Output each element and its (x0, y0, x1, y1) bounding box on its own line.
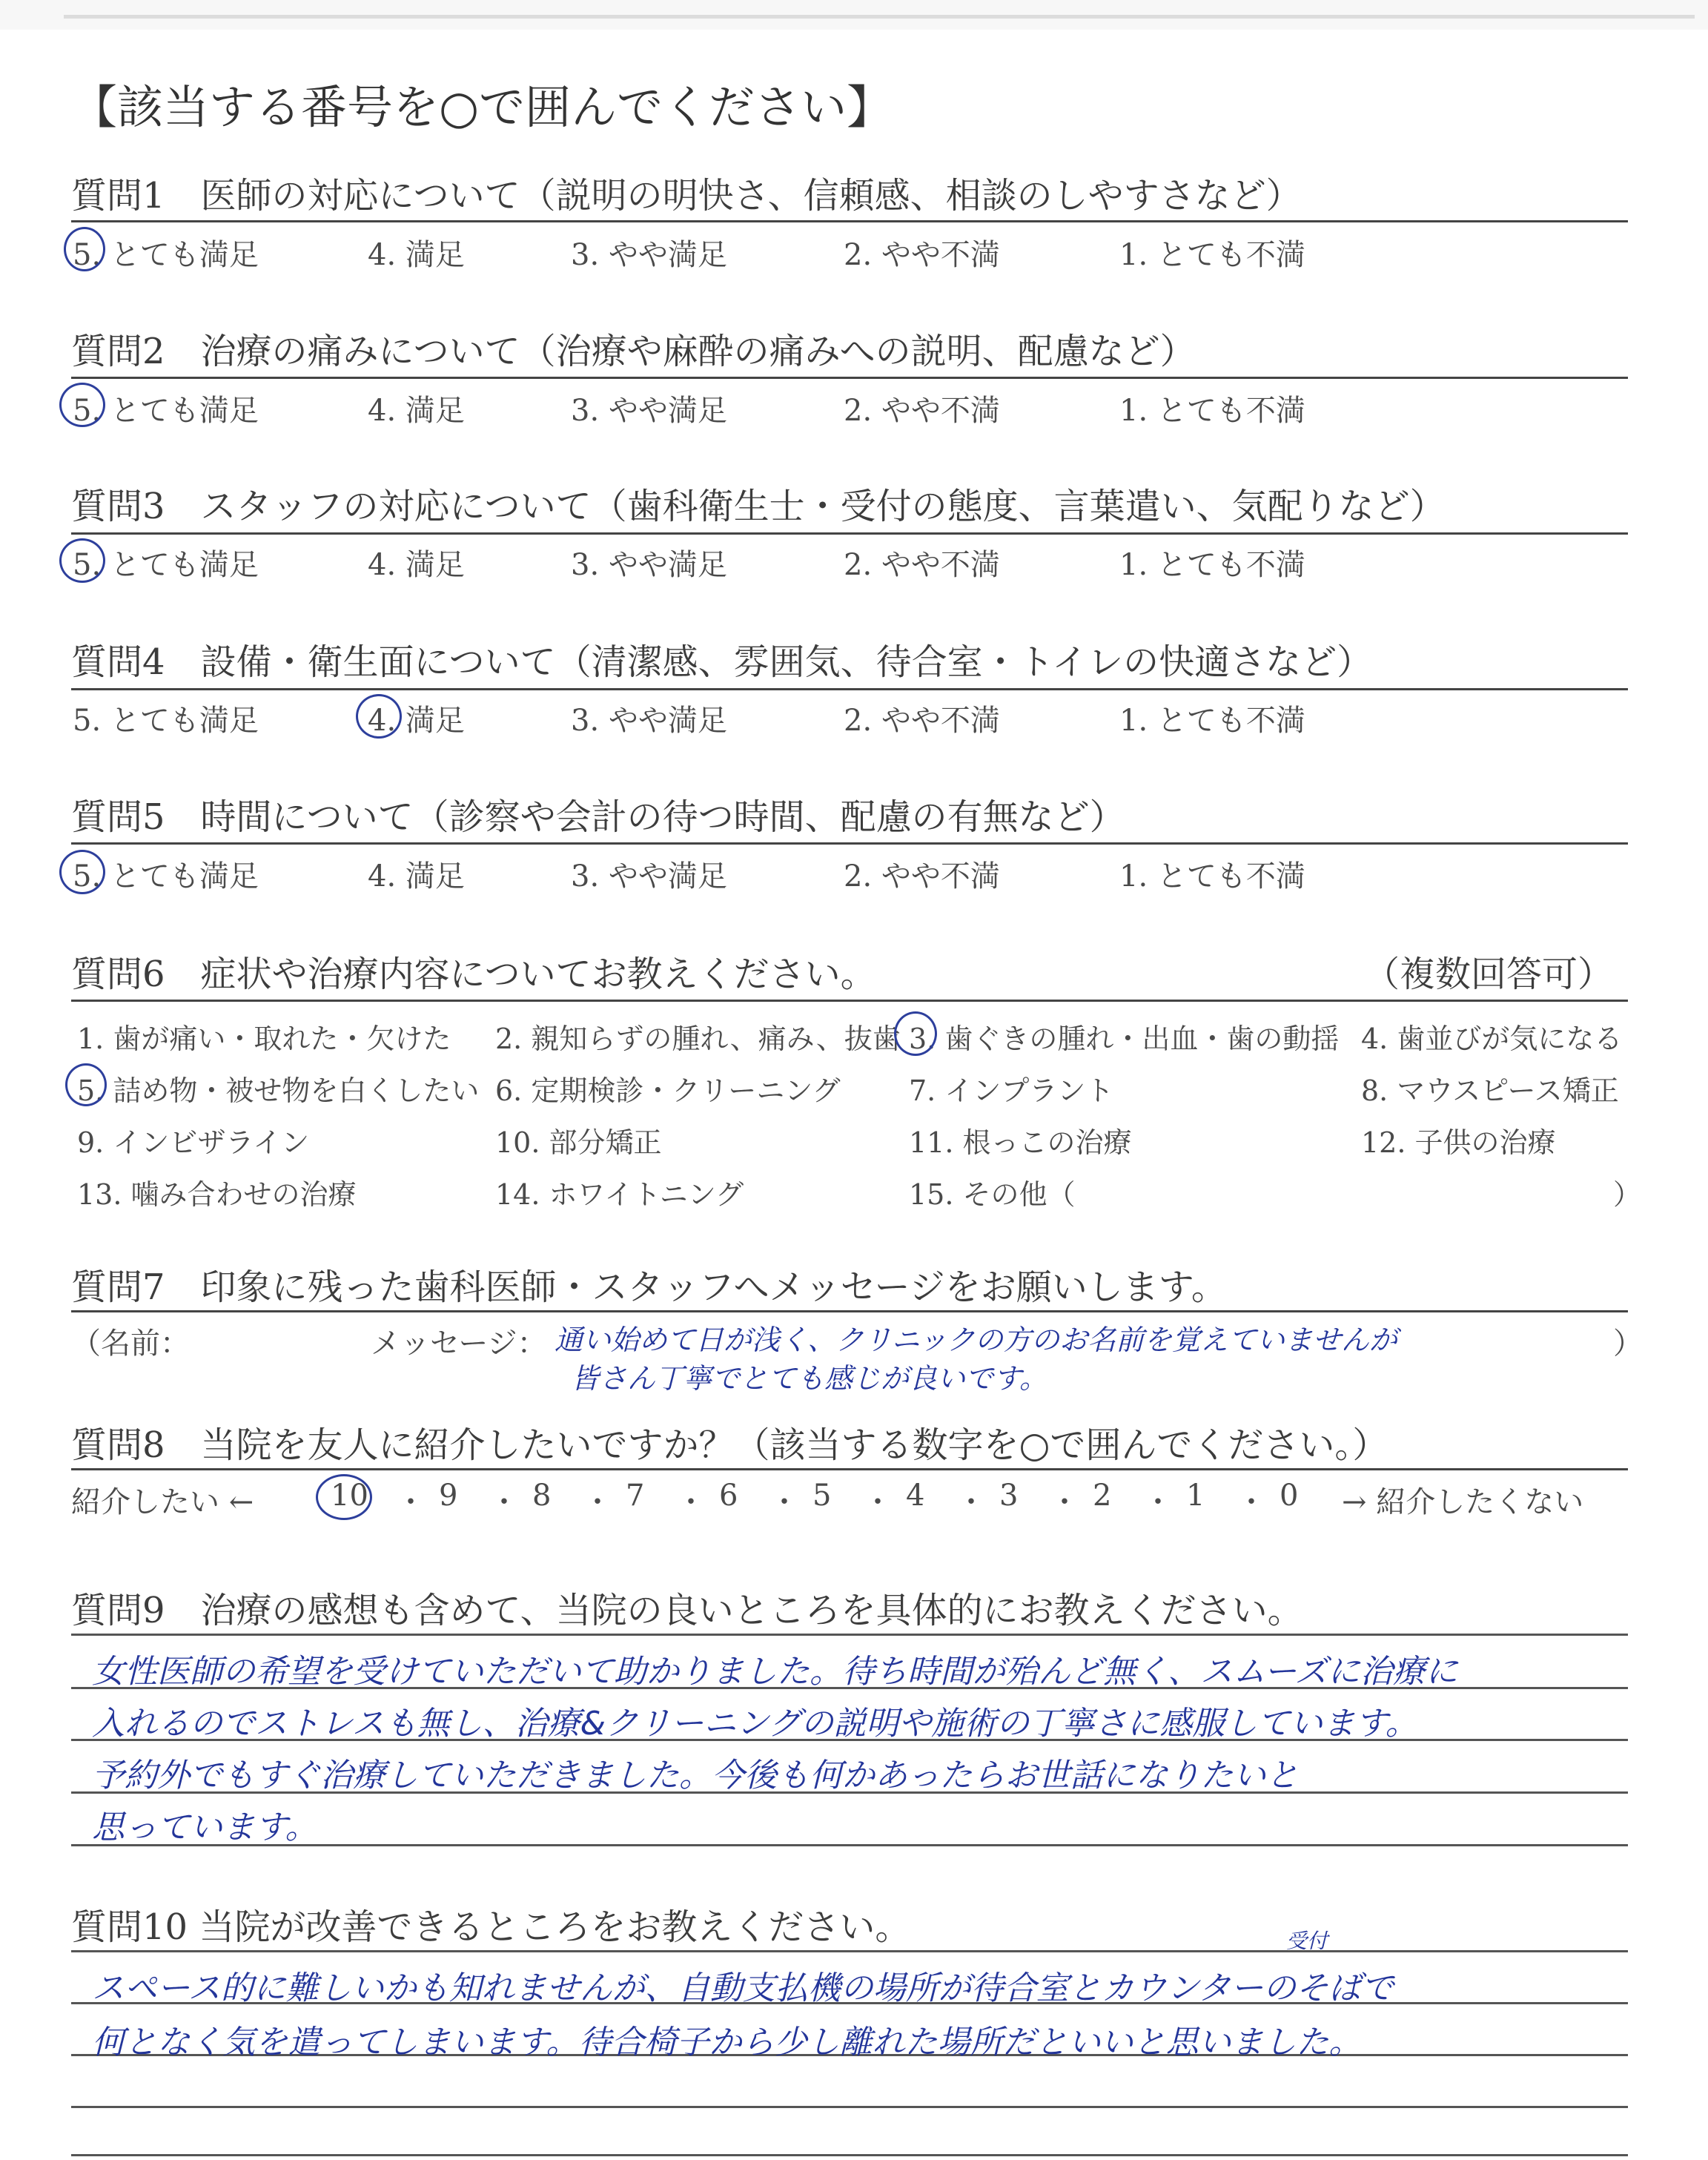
q1-option-1[interactable]: 1. とても不満 (1119, 238, 1305, 272)
question-3-rule (71, 532, 1628, 535)
q9-answer-line: 女性医師の希望を受けていただいて助かりました。待ち時間が殆んど無く、スムーズに治療に (92, 1653, 1458, 1691)
q8-number[interactable]: 4 (906, 1479, 925, 1513)
q8-number[interactable]: 2 (1093, 1479, 1112, 1513)
q4-option-5[interactable]: 5. とても満足 (73, 704, 259, 738)
q8-number[interactable]: 1 (1186, 1479, 1205, 1513)
q4-option-1[interactable]: 1. とても不満 (1119, 704, 1305, 738)
q8-selection-circle (316, 1474, 372, 1520)
q2-option-1[interactable]: 1. とても不満 (1119, 394, 1305, 428)
q6-item[interactable]: 6. 定期検診・クリーニング (495, 1074, 841, 1107)
q6-item[interactable]: 5. 詰め物・被せ物を白くしたい (77, 1074, 480, 1107)
question-1-title: 質問1 医師の対応について（説明の明快さ、信頼感、相談のしやすさなど） (71, 175, 1302, 217)
q6-item[interactable]: 4. 歯並びが気になる (1361, 1023, 1623, 1055)
question-7-title: 質問7 印象に残った歯科医師・スタッフへメッセージをお願いします。 (71, 1266, 1227, 1308)
q6-item[interactable]: 13. 噛み合わせの治療 (77, 1178, 357, 1211)
question-7-rule (71, 1310, 1628, 1312)
q6-item[interactable]: 1. 歯が痛い・取れた・欠けた (77, 1023, 451, 1055)
q5-option-3[interactable]: 3. やや満足 (571, 859, 727, 894)
q6-item[interactable]: 2. 親知らずの腫れ、痛み、抜歯 (495, 1023, 901, 1055)
q6-other-close-paren: ） (1613, 1178, 1642, 1211)
q9-line (71, 1634, 1628, 1636)
q4-option-3[interactable]: 3. やや満足 (571, 704, 727, 738)
q6-item[interactable]: 14. ホワイトニング (495, 1178, 744, 1211)
q10-line (71, 2106, 1628, 2108)
q3-option-1[interactable]: 1. とても不満 (1119, 548, 1305, 582)
top-border (64, 15, 1695, 19)
question-5-title: 質問5 時間について（診察や会計の待つ時間、配慮の有無など） (71, 796, 1125, 838)
q1-option-4[interactable]: 4. 満足 (368, 238, 465, 272)
q8-number[interactable]: 5 (812, 1479, 832, 1513)
q8-number[interactable]: 7 (626, 1479, 645, 1513)
question-2-title: 質問2 治療の痛みについて（治療や麻酔の痛みへの説明、配慮など） (71, 331, 1196, 372)
q10-annotation: 受付 (1286, 1929, 1328, 1953)
q5-selection-circle (59, 850, 105, 894)
q8-left-label: 紹介したい ← (71, 1485, 254, 1519)
q8-separator: ・ (676, 1485, 706, 1519)
question-6-note: （複数回答可） (1364, 954, 1614, 995)
q6-selection-circle-5 (65, 1063, 107, 1106)
q7-message-label: メッセージ： (371, 1327, 547, 1361)
question-4-rule (71, 688, 1628, 690)
q6-item[interactable]: 3. 歯ぐきの腫れ・出血・歯の動揺 (909, 1023, 1340, 1055)
q8-separator: ・ (956, 1485, 986, 1519)
question-3-title: 質問3 スタッフの対応について（歯科衛生士・受付の態度、言葉遣い、気配りなど） (71, 486, 1446, 527)
q8-separator: ・ (1050, 1485, 1079, 1519)
question-4-title: 質問4 設備・衛生面について（清潔感、雰囲気、待合室・トイレの快適さなど） (71, 641, 1373, 683)
page-header: 【該当する番号を○で囲んでください】 (71, 80, 893, 134)
q10-line (71, 1950, 1628, 1952)
q2-option-3[interactable]: 3. やや満足 (571, 394, 727, 428)
q5-option-5[interactable]: 5. とても満足 (73, 859, 259, 894)
q7-name-label: （名前： (71, 1327, 190, 1361)
question-5-rule (71, 842, 1628, 845)
q4-option-2[interactable]: 2. やや不満 (844, 704, 1000, 738)
q4-selection-circle (356, 694, 402, 739)
q8-right-label: → 紹介したくない (1342, 1485, 1584, 1519)
q7-close-paren: ） (1613, 1327, 1643, 1361)
q3-selection-circle (59, 538, 105, 583)
q6-item[interactable]: 11. 根っこの治療 (909, 1126, 1132, 1159)
question-6-title: 質問6 症状や治療内容についてお教えください。 (71, 954, 876, 995)
q6-item[interactable]: 15. その他（ (909, 1178, 1076, 1211)
q3-option-4[interactable]: 4. 満足 (368, 548, 465, 582)
q8-number[interactable]: 3 (999, 1479, 1019, 1513)
q8-separator: ・ (583, 1485, 612, 1519)
q2-option-2[interactable]: 2. やや不満 (844, 394, 1000, 428)
question-6-rule (71, 1000, 1628, 1002)
q9-answer-line: 入れるのでストレスも無し、治療&クリーニングの説明や施術の丁寧さに感服しています。 (92, 1705, 1418, 1743)
q8-number[interactable]: 8 (532, 1479, 552, 1513)
q3-option-2[interactable]: 2. やや不満 (844, 548, 1000, 582)
q8-separator: ・ (396, 1485, 426, 1519)
q1-option-3[interactable]: 3. やや満足 (571, 238, 727, 272)
q6-item[interactable]: 8. マウスピース矯正 (1361, 1074, 1619, 1107)
q3-option-5[interactable]: 5. とても満足 (73, 548, 259, 582)
q2-option-4[interactable]: 4. 満足 (368, 394, 465, 428)
q8-separator: ・ (863, 1485, 893, 1519)
q8-number[interactable]: 10 (331, 1479, 368, 1513)
q1-option-2[interactable]: 2. やや不満 (844, 238, 1000, 272)
question-1-rule (71, 220, 1628, 222)
q8-number[interactable]: 9 (439, 1479, 458, 1513)
question-10-title: 質問10 当院が改善できるところをお教えください。 (71, 1906, 911, 1948)
q10-answer-line: 何となく気を遣ってしまいます。待合椅子から少し離れた場所だといいと思いました。 (92, 2024, 1362, 2061)
q10-line (71, 2154, 1628, 2156)
q7-message-line: 通い始めて日が浅く、クリニックの方のお名前を覚えていませんが (555, 1324, 1397, 1356)
q6-item[interactable]: 10. 部分矯正 (495, 1126, 662, 1159)
q8-number[interactable]: 0 (1280, 1479, 1299, 1513)
q4-option-4[interactable]: 4. 満足 (368, 704, 465, 738)
q8-separator: ・ (1237, 1485, 1266, 1519)
q7-message-line: 皆さん丁寧でとても感じが良いです。 (571, 1362, 1047, 1395)
q1-selection-circle (64, 227, 105, 271)
q10-answer-line: スペース的に難しいかも知れませんが、自動支払機の場所が待合室とカウンターのそばで (92, 1969, 1394, 2007)
question-2-rule (71, 377, 1628, 379)
q2-selection-circle (59, 383, 105, 427)
q8-separator: ・ (1143, 1485, 1173, 1519)
q8-separator: ・ (489, 1485, 519, 1519)
q6-selection-circle-3 (894, 1011, 937, 1056)
q1-option-5[interactable]: 5. とても満足 (73, 238, 259, 272)
q6-item[interactable]: 7. インプラント (909, 1074, 1114, 1107)
q6-item[interactable]: 12. 子供の治療 (1361, 1126, 1556, 1159)
question-9-title: 質問9 治療の感想も含めて、当院の良いところを具体的にお教えください。 (71, 1590, 1303, 1631)
q9-answer-line: 予約外でもすぐ治療していただきました。今後も何かあったらお世話になりたいと (92, 1757, 1299, 1794)
q5-option-4[interactable]: 4. 満足 (368, 859, 465, 894)
q5-option-1[interactable]: 1. とても不満 (1119, 859, 1305, 894)
question-8-title: 質問8 当院を友人に紹介したいですか？（該当する数字を○で囲んでください。） (71, 1424, 1388, 1466)
q8-separator: ・ (769, 1485, 799, 1519)
question-8-rule (71, 1468, 1628, 1470)
q9-answer-line: 思っています。 (92, 1809, 318, 1846)
q2-option-5[interactable]: 5. とても満足 (73, 394, 259, 428)
q3-option-3[interactable]: 3. やや満足 (571, 548, 727, 582)
q5-option-2[interactable]: 2. やや不満 (844, 859, 1000, 894)
q8-number[interactable]: 6 (719, 1479, 738, 1513)
q6-item[interactable]: 9. インビザライン (77, 1126, 310, 1159)
